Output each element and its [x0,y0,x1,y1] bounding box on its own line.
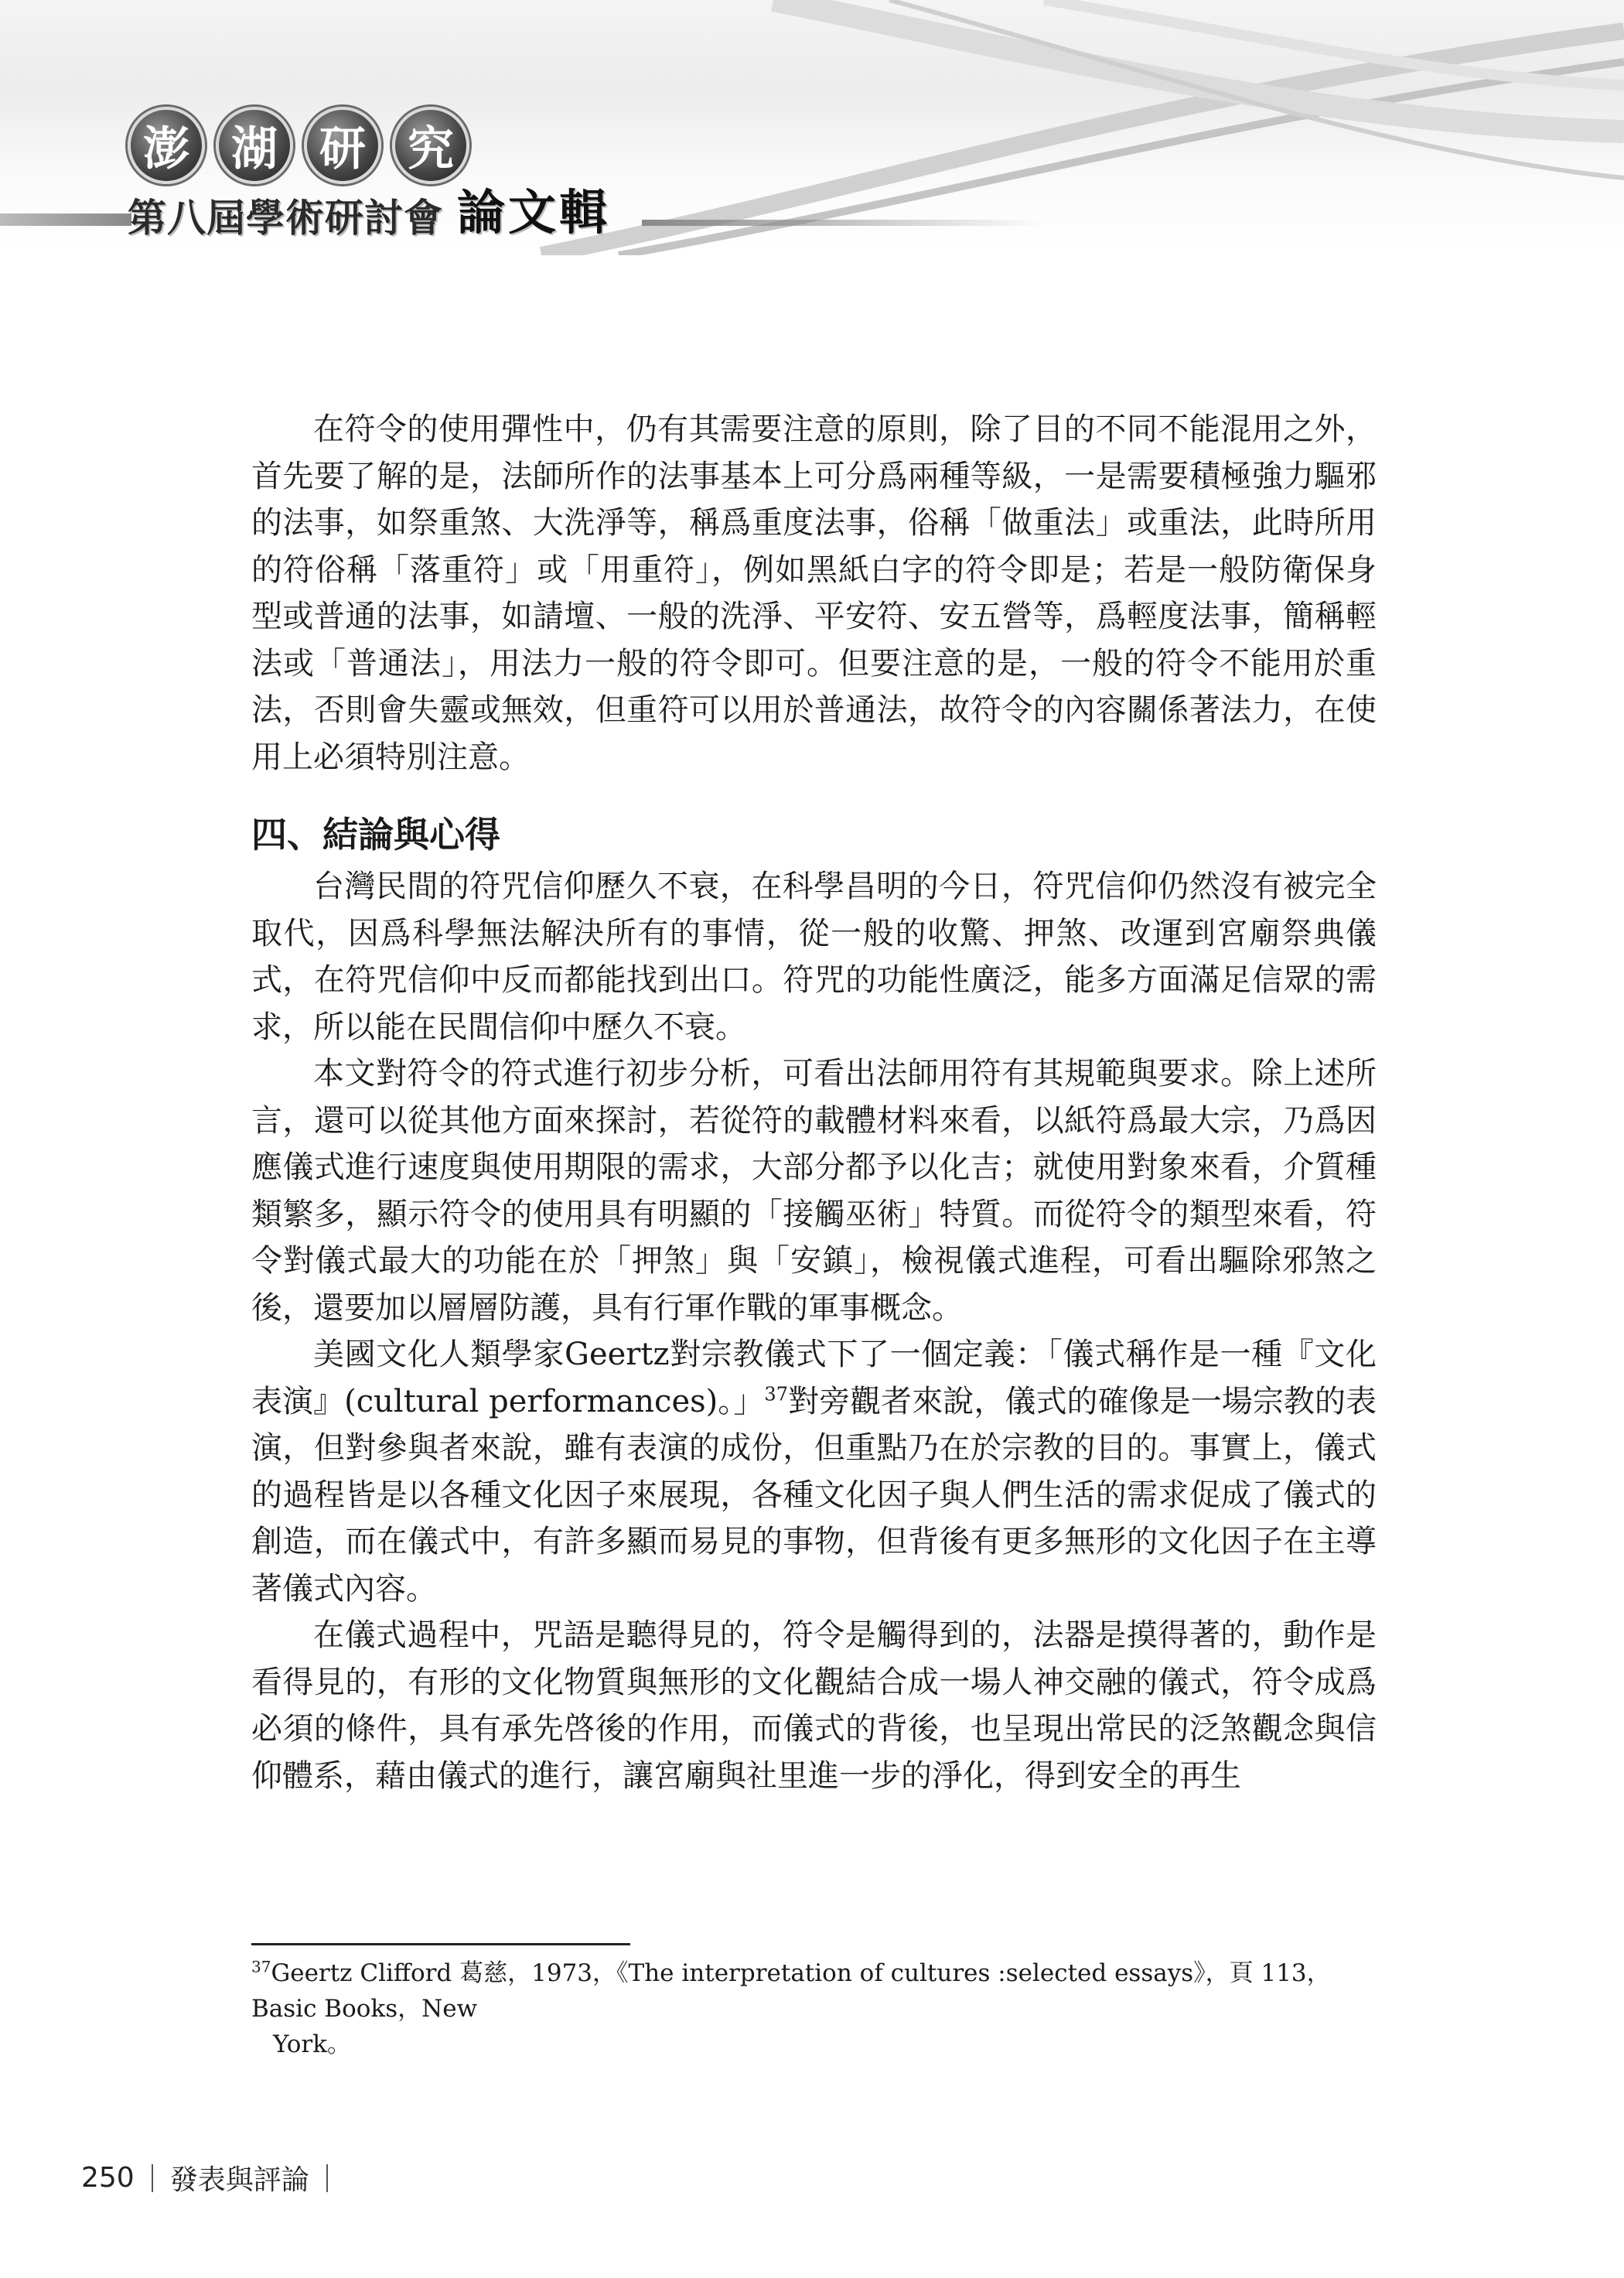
logo-char: 研 [304,107,381,184]
footnote-line-2: York。 [273,2030,352,2058]
journal-logo [128,107,469,184]
header-subtitle [128,184,611,243]
footer-divider [326,2164,328,2192]
paragraph-4 [251,1331,1377,1612]
header-rule-right [642,220,1044,226]
header-banner [0,0,1624,255]
paragraph-2: 台灣民間的符咒信仰歷久不衰，在科學昌明的今日，符咒信仰仍然沒有被完全取代，因爲科學無法解決所有的事情，從一般的收驚、押煞、改運到宮廟祭典儀式，在符咒信仰中反而都能找到出口。符咒的功能性廣泛，能多方面滿足信眾的需求，所以能在民間信仰中歷久不衰。 [251,869,1377,1045]
logo-char: 究 [392,107,469,184]
footnote-line-1: Geertz Clifford 葛慈，1973，《The interpretation of cultures :selected essays》，頁 113，Basic Books，New [251,1959,1331,2023]
paragraph-4-start: 美國文化人類學家Geertz對宗教儀式下了一個定義：「儀式稱作是一種『文化表演』(cultural performances)。」 [251,1337,1377,1419]
footer-section-label: 發表與評論 [169,2164,309,2196]
logo-char: 澎 [128,107,205,184]
collection-title: 論文輯 [457,184,611,241]
conference-title: 第八屆學術研討會 [128,196,443,241]
paragraph-3: 本文對符令的符式進行初步分析，可看出法師用符有其規範與要求。除上述所言，還可以從其他方面來探討，若從符的載體材料來看，以紙符爲最大宗，乃爲因應儀式進行速度與使用期限的需求，大部分都予以化吉；就使用對象來看，介質種類繁多，顯示符令的使用具有明顯的「接觸巫術」特質。而從符令的類型來看，符令對儀式最大的功能在於「押煞」與「安鎮」，檢視儀式進程，可看出驅除邪煞之後，還要加以層層防護，具有行軍作戰的軍事概念。 [251,1056,1377,1326]
paragraph-1: 在符令的使用彈性中，仍有其需要注意的原則，除了目的不同不能混用之外，首先要了解的是，法師所作的法事基本上可分爲兩種等級，一是需要積極強力驅邪的法事，如祭重煞、大洗淨等，稱爲重度法事，俗稱「做重法」或重法，此時所用的符俗稱「落重符」或「用重符」，例如黑紙白字的符令即是；若是一般防衛保身型或普通的法事，如請壇、一般的洗淨、平安符、安五營等，爲輕度法事，簡稱輕法或「普通法」，用法力一般的符令即可。但要注意的是，一般的符令不能用於重法，否則會失靈或無效，但重符可以用於普通法，故符令的內容關係著法力，在使用上必須特別注意。 [251,412,1377,775]
footnote-number: 37 [251,1957,271,1976]
footnote-reference[interactable]: 37 [764,1383,788,1405]
section-heading: 四、結論與心得 [251,814,500,856]
header-rule-left [0,213,131,226]
page-number: 250 [81,2162,135,2194]
page-footer [81,2158,345,2198]
footnote-divider [251,1943,630,1945]
paragraph-5: 在儀式過程中，咒語是聽得見的，符令是觸得到的，法器是摸得著的，動作是看得見的，有形的文化物質與無形的文化觀結合成一場人神交融的儀式，符令成爲必須的條件，具有承先啓後的作用，而儀式的背後，也呈現出常民的泛煞觀念與信仰體系，藉由儀式的進行，讓宮廟與社里進一步的淨化，得到安全的再生 [251,1617,1377,1794]
paragraph-4-end: 對旁觀者來說，儀式的確像是一場宗教的表演，但對參與者來說，雖有表演的成份，但重點乃在於宗教的目的。事實上，儀式的過程皆是以各種文化因子來展現，各種文化因子與人們生活的需求促成了儀式的創造，而在儀式中，有許多顯而易見的事物，但背後有更多無形的文化因子在主導著儀式內容。 [251,1383,1377,1607]
article-body [251,406,1377,1799]
footnote [251,1955,1377,2062]
logo-char: 湖 [216,107,293,184]
footer-divider [152,2164,153,2192]
